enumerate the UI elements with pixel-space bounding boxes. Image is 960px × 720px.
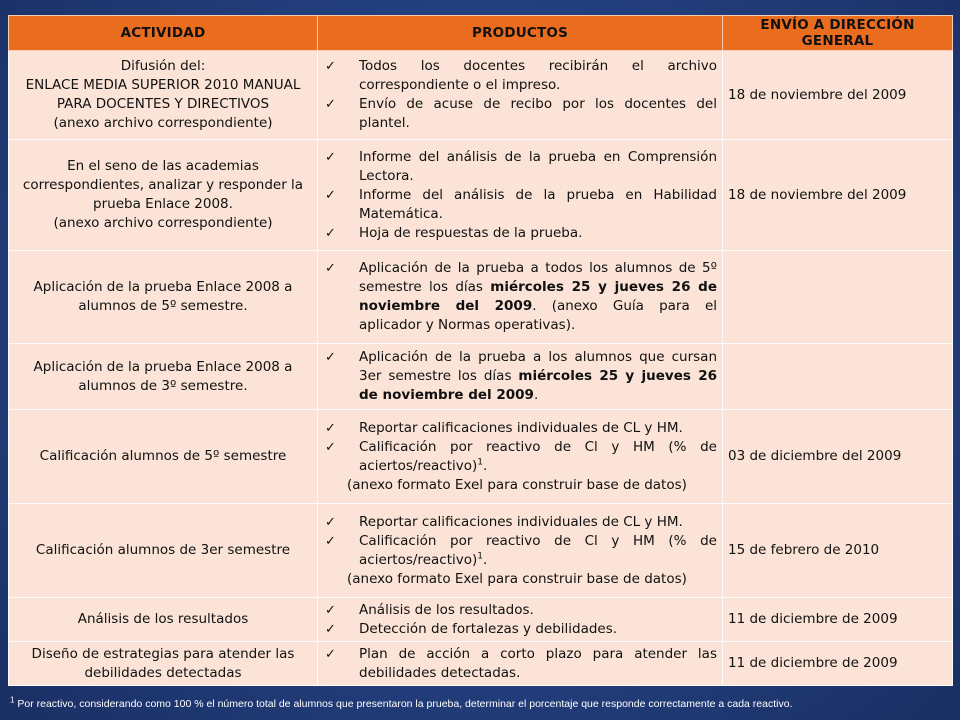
envio-cell: 15 de febrero de 2010 xyxy=(723,504,953,598)
check-icon: ✓ xyxy=(325,602,336,618)
list-item: ✓ Hoja de respuestas de la prueba. xyxy=(325,224,583,241)
actividad-cell xyxy=(9,410,318,504)
footnote: $^1$ Por reactivo, considerando como 100 % el número total de alumnos que presentaron la prueba, determinar el porcentaje que responde correctamente a cada reactivo. xyxy=(10,695,793,710)
list-item: ✓ Informe del análisis de la prueba en Comprensión Lectora. xyxy=(325,148,717,184)
check-icon: ✓ xyxy=(325,261,336,276)
check-icon: ✓ xyxy=(325,187,336,203)
annex-note: (anexo formato Exel para construir base de datos) xyxy=(347,570,687,587)
table-row xyxy=(9,598,953,642)
actividad-text: Difusión del: xyxy=(120,58,206,74)
productos-cell xyxy=(318,598,723,642)
annex-note: (anexo formato Exel para construir base de datos) xyxy=(347,476,687,493)
list-item: ✓ Calificación por reactivo de Cl y HM (% de aciertos/reactivo)$^1$. xyxy=(325,532,717,568)
actividad-text: Análisis de los resultados xyxy=(77,611,249,627)
header-envio: ENVÍO A DIRECCIÓN GENERAL xyxy=(723,16,953,51)
productos-cell xyxy=(318,51,723,140)
envio-cell: 18 de noviembre del 2009 xyxy=(723,51,953,140)
actividad-text: ENLACE MEDIA SUPERIOR 2010 MANUAL xyxy=(25,77,301,93)
list-item: ✓ Análisis de los resultados. xyxy=(325,601,534,618)
actividad-text: (anexo archivo correspondiente) xyxy=(53,215,273,231)
productos-cell xyxy=(318,410,723,504)
productos-cell xyxy=(318,642,723,686)
list-item: ✓ Envío de acuse de recibo por los docentes del plantel. xyxy=(325,96,717,131)
actividad-cell xyxy=(9,598,318,642)
actividad-cell xyxy=(9,504,318,598)
table-row xyxy=(9,140,953,251)
actividad-cell xyxy=(9,140,318,251)
check-icon: ✓ xyxy=(325,59,336,74)
check-icon: ✓ xyxy=(325,621,336,637)
list-item: ✓ Reportar calificaciones individuales de CL y HM. xyxy=(325,419,683,436)
check-icon: ✓ xyxy=(325,646,336,662)
list-item: ✓ Aplicación de la prueba a todos los alumnos de 5º semestre los días miércoles 25 y jueves 26 de noviembre del 2009. (anexo Guía para el aplicador y Normas operativas). xyxy=(325,260,717,333)
envio-cell: 18 de noviembre del 2009 xyxy=(723,140,953,251)
check-icon: ✓ xyxy=(325,225,336,241)
check-icon: ✓ xyxy=(325,97,336,112)
productos-cell xyxy=(318,251,723,344)
productos-cell xyxy=(318,344,723,410)
list-item: ✓ Calificación por reactivo de Cl y HM (% de aciertos/reactivo)$^1$. xyxy=(325,438,717,474)
check-icon: ✓ xyxy=(325,420,336,436)
actividad-text: Aplicación de la prueba Enlace 2008 a alumnos de 5º semestre. xyxy=(33,279,293,314)
header-actividad: ACTIVIDAD xyxy=(9,16,318,51)
envio-cell: 03 de diciembre del 2009 xyxy=(723,410,953,504)
table-row xyxy=(9,51,953,140)
list-item: ✓ Todos los docentes recibirán el archivo correspondiente o el impreso. xyxy=(325,58,717,93)
actividad-cell xyxy=(9,344,318,410)
check-icon: ✓ xyxy=(325,350,336,365)
list-item: ✓ Aplicación de la prueba a los alumnos que cursan 3er semestre los días miércoles 25 y jueves 26 de noviembre del 2009. xyxy=(325,349,717,403)
actividad-cell xyxy=(9,642,318,686)
header-productos: PRODUCTOS xyxy=(318,16,723,51)
actividad-cell xyxy=(9,51,318,140)
list-item: ✓ Reportar calificaciones individuales de CL y HM. xyxy=(325,513,683,530)
table-row xyxy=(9,344,953,410)
productos-cell xyxy=(318,504,723,598)
actividad-text: Calificación alumnos de 5º semestre xyxy=(39,448,287,464)
list-item: ✓ Informe del análisis de la prueba en Habilidad Matemática. xyxy=(325,186,717,222)
actividad-text: PARA DOCENTES Y DIRECTIVOS xyxy=(56,96,270,112)
productos-cell xyxy=(318,140,723,251)
table-row xyxy=(9,251,953,344)
actividad-text: Aplicación de la prueba Enlace 2008 a alumnos de 3º semestre. xyxy=(33,358,293,394)
actividad-text: Diseño de estrategias para atender las debilidades detectadas xyxy=(31,645,295,681)
check-icon: ✓ xyxy=(325,439,336,455)
envio-cell: 11 de diciembre de 2009 xyxy=(723,642,953,686)
table-row xyxy=(9,410,953,504)
envio-cell xyxy=(723,344,953,410)
header-row xyxy=(9,16,953,51)
envio-cell xyxy=(723,251,953,344)
list-item: ✓ Detección de fortalezas y debilidades. xyxy=(325,620,618,637)
check-icon: ✓ xyxy=(325,149,336,165)
envio-cell: 11 de diciembre de 2009 xyxy=(723,598,953,642)
list-item: ✓ Plan de acción a corto plazo para atender las debilidades detectadas. xyxy=(325,645,717,681)
actividad-cell xyxy=(9,251,318,344)
actividad-text: (anexo archivo correspondiente) xyxy=(53,115,273,131)
table-row xyxy=(9,504,953,598)
actividad-text: Calificación alumnos de 3er semestre xyxy=(35,542,291,558)
activities-table xyxy=(8,15,953,686)
table-row xyxy=(9,642,953,686)
check-icon: ✓ xyxy=(325,533,336,549)
actividad-text: En el seno de las academias correspondientes, analizar y responder la prueba Enlace 2008. xyxy=(22,158,304,212)
check-icon: ✓ xyxy=(325,514,336,530)
